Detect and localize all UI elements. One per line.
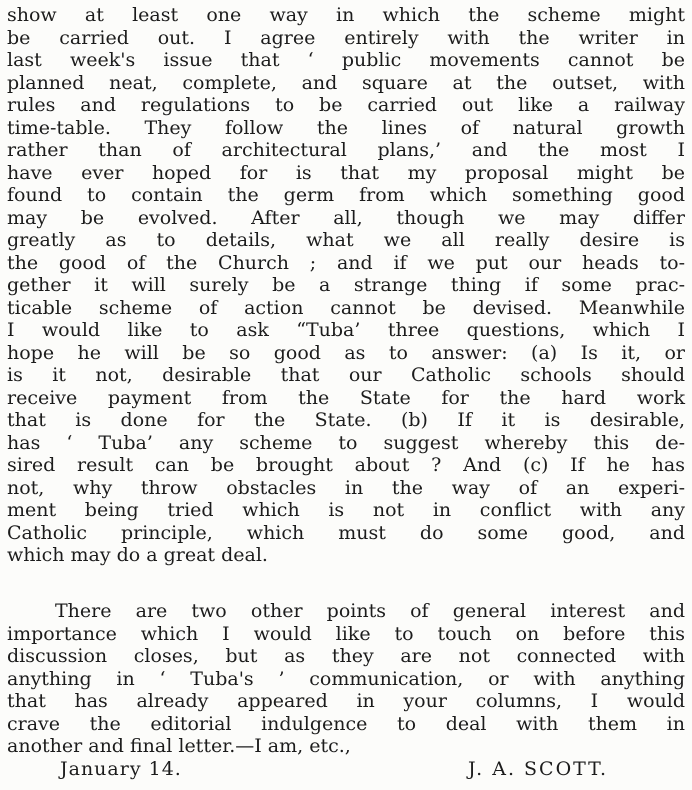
- text-line: not, why throw obstacles in the way of an experi-: [7, 476, 685, 499]
- text-line: that is done for the State. (b) If it is desirable,: [7, 409, 685, 431]
- text-line: the good of the Church ; and if we put our heads to-: [7, 251, 685, 274]
- text-line: crave the editorial indulgence to deal with them in: [7, 712, 685, 735]
- text-line: have ever hoped for is that my proposal might be: [7, 161, 685, 184]
- text-line: has ‘ Tuba’ any scheme to suggest whereby this de-: [7, 431, 685, 454]
- text-line: last week's issue that ‘ public movements cannot be: [7, 49, 685, 71]
- text-line: which may do a great deal.: [7, 544, 268, 566]
- text-line: I would like to ask “Tuba’ three questions, which I: [7, 319, 685, 341]
- letter-signoff: [0, 756, 692, 782]
- text-line: sired result can be brought about ? And (c) If he has: [7, 454, 685, 476]
- text-line: greatly as to details, what we all really desire is: [7, 229, 685, 251]
- text-line: importance which I would like to touch on before this: [7, 622, 685, 645]
- letter-date: January 14.: [60, 758, 182, 780]
- text-line: another and final letter.—I am, etc.,: [7, 735, 351, 757]
- text-line: anything in ‘ Tuba's ’ communication, or with anything: [7, 667, 685, 690]
- text-line: may be evolved. After all, though we may differ: [7, 206, 685, 229]
- author-signature: J. A. SCOTT.: [468, 758, 609, 780]
- text-line: that has already appeared in your columns, I would: [7, 690, 685, 712]
- text-line: gether it will surely be a strange thing if some prac-: [7, 274, 685, 296]
- text-line: receive payment from the State for the hard work: [7, 386, 685, 409]
- text-line: rather than of architectural plans,’ and the most I: [7, 139, 685, 161]
- text-line: is it not, desirable that our Catholic schools should: [7, 364, 685, 386]
- body-paragraph-1: [7, 4, 685, 567]
- text-line: hope he will be so good as to answer: (a) Is it, or: [7, 341, 685, 364]
- text-line: discussion closes, but as they are not connected with: [7, 645, 685, 667]
- body-paragraph-2: [7, 600, 685, 758]
- text-line: be carried out. I agree entirely with the writer in: [7, 26, 685, 49]
- text-line: show at least one way in which the scheme might: [7, 4, 685, 26]
- text-line: rules and regulations to be carried out like a railway: [7, 94, 685, 116]
- text-line: ment being tried which is not in conflict with any: [7, 499, 685, 521]
- text-line: Catholic principle, which must do some good, and: [7, 521, 685, 544]
- text-line: planned neat, complete, and square at the outset, with: [7, 71, 685, 94]
- text-line: found to contain the germ from which something good: [7, 184, 685, 206]
- text-line: There are two other points of general interest and: [55, 600, 685, 622]
- text-line: time-table. They follow the lines of natural growth: [7, 116, 685, 139]
- text-line: ticable scheme of action cannot be devised. Meanwhile: [7, 296, 685, 319]
